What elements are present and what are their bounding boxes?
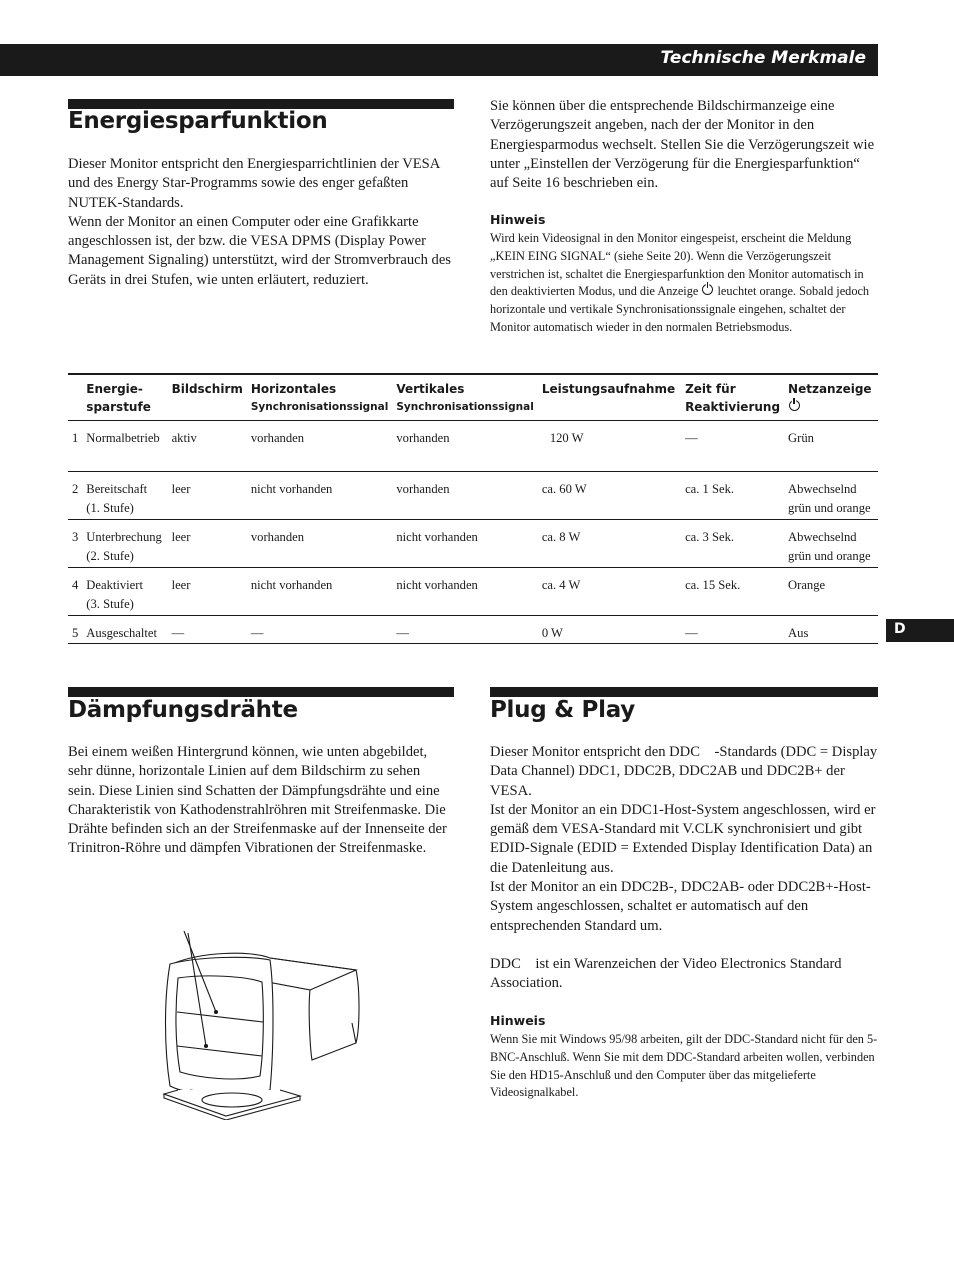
heading-rule [68,687,454,697]
col-header-power: Leistungsaufnahme [541,382,676,396]
plugplay-paragraph: Ist der Monitor an ein DDC2B-, DDC2AB- oder DDC2B+-Host-System angeschlossen, schaltet er automatisch auf den entsprechenden Standard um. [490,879,871,934]
energy-paragraph: Dieser Monitor entspricht den Energiesparrichtlinien der VESA und des Energy Star-Programms sowie des enger gefaßten NUTEK-Standards. [68,156,440,211]
header-bar [0,44,878,76]
heading-rule [490,687,878,697]
col-header-stage: Energie- sparstufe [86,382,151,414]
plugplay-note-heading: Hinweis [490,1013,546,1028]
col-header-horizontal: Horizontales Synchronisationssignal [250,382,389,413]
plugplay-heading: Plug & Play [490,697,635,723]
power-icon [789,400,800,411]
energy-note-text: leuchtet orange. Sobald jedoch horizontale und vertikale Synchronisationssignale eingehen, schaltet der Monitor automatisch wieder in den normalen Betriebsmodus. [490,284,870,334]
energy-note-text: Wird kein Videosignal in den Monitor eingespeist, erscheint die Meldung „KEIN EING SIGNAL“ (siehe Seite 20). Wenn die Verzögerungszeit verstrichen ist, schaltet die Energiesparfunktion den Monitor automatisch in den deaktivierten Modus, und die Anzeige [490,231,864,299]
section-title: Technische Merkmale [660,48,866,68]
monitor-illustration [160,928,365,1120]
plugplay-paragraph: Ist der Monitor an ein DDC1-Host-System angeschlossen, wird er gemäß dem VESA-Standard mit V.CLK synchronisiert und gibt EDID-Signale (EDID = Extended Display Identification Data) an die Datenleitung aus. [490,801,876,876]
power-icon [702,284,713,295]
damping-heading: Dämpfungsdrähte [68,697,298,723]
plugplay-trademark: DDC ist ein Warenzeichen der Video Electronics Standard Association. [490,955,845,992]
col-header-time: Zeit für Reaktivierung [685,382,781,414]
table-row: 2 Bereitschaft (1. Stufe) leer nicht vorhanden vorhanden ca. 60 W ca. 1 Sek. Abwechselnd grün und orange [68,472,878,520]
plugplay-text [490,743,882,994]
table-header-row [68,374,878,421]
damping-text: Bei einem weißen Hintergrund können, wie unten abgebildet, sehr dünne, horizontale Linien auf dem Bildschirm zu sehen sein. Diese Linien sind Schatten der Dämpfungsdrähte und eine Charakteristik von Kathodenstrahlröhren mit Streifenmaske. Die Drähte befinden sich an der Streifenmaske auf der Innenseite der Trinitron-Röhre und dämpfen Vibrationen der Streifenmaske. [68,744,447,857]
energy-delay-text: Sie können über die entsprechende Bildschirmanzeige eine Verzögerungszeit angeben, nach der der Monitor in den Energiesparmodus wechselt. Stellen Sie die Verzögerungszeit wie unter „Einstellen der Verzögerung für die Energiesparfunktion“ auf Seite 16 beschrieben ein. [490,98,875,192]
energy-intro [68,155,460,290]
table-row: 4 Deaktiviert (3. Stufe) leer nicht vorhanden nicht vorhanden ca. 4 W ca. 15 Sek. Orange [68,568,878,616]
col-header-vertical: Vertikales Synchronisationssignal [396,382,534,413]
power-saving-table [68,373,878,644]
energy-paragraph: Wenn der Monitor an einen Computer oder eine Grafikkarte angeschlossen ist, der bzw. die VESA DPMS (Display Power Management Signaling) unterstützt, wird der Stromverbrauch des Geräts in drei Stufen, wie unten erläutert, reduziert. [68,213,451,288]
table-row: 3 Unterbrechung (2. Stufe) leer vorhanden nicht vorhanden ca. 8 W ca. 3 Sek. Abwechselnd grün und orange [68,520,878,568]
language-tab: D [886,619,954,642]
plugplay-paragraph: Dieser Monitor entspricht den DDC -Standards (DDC = Display Data Channel) DDC1, DDC2B, DDC2AB und DDC2B+ der VESA. [490,744,881,799]
plugplay-note: Wenn Sie mit Windows 95/98 arbeiten, gilt der DDC-Standard nicht für den 5-BNC-Anschluß. Wenn Sie mit dem DDC-Standard arbeiten wollen, verbinden Sie den HD15-Anschluß und den Computer über das mitgelieferte Videosignalkabel. [490,1032,878,1100]
energy-heading: Energiesparfunktion [68,108,328,134]
table-row: 1 Normalbetrieb aktiv vorhanden vorhanden 120 W — Grün [68,421,878,472]
col-header-indicator: Netzanzeige [784,374,878,421]
energy-note [490,230,880,337]
energy-note-heading: Hinweis [490,212,546,227]
table-row: 5 Ausgeschaltet — — — 0 W — Aus [68,616,878,644]
col-header-screen: Bildschirm [171,382,243,396]
